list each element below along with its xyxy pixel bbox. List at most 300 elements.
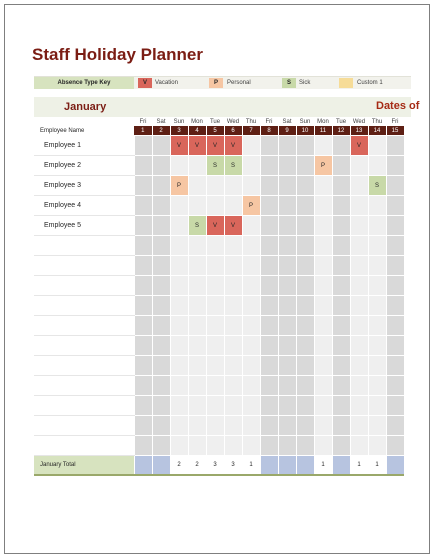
day-cell[interactable]: [386, 136, 404, 156]
day-cell[interactable]: [332, 176, 350, 196]
day-cell[interactable]: [170, 356, 188, 376]
day-cell[interactable]: [368, 416, 386, 436]
day-cell[interactable]: [332, 396, 350, 416]
day-cell[interactable]: [368, 376, 386, 396]
table-row: [34, 276, 404, 296]
day-cell[interactable]: [278, 376, 296, 396]
day-cell[interactable]: [296, 416, 314, 436]
day-cell[interactable]: [206, 336, 224, 356]
day-cell[interactable]: [242, 156, 260, 176]
day-cell[interactable]: [206, 316, 224, 336]
day-cell[interactable]: [170, 196, 188, 216]
day-cell[interactable]: [332, 136, 350, 156]
day-cell[interactable]: [188, 276, 206, 296]
day-cell[interactable]: [386, 376, 404, 396]
day-cell[interactable]: [260, 176, 278, 196]
day-cell[interactable]: [296, 176, 314, 196]
employee-name[interactable]: Employee 1: [34, 136, 134, 156]
day-number: 4: [188, 126, 206, 136]
day-cell[interactable]: [170, 436, 188, 456]
day-cell[interactable]: [170, 316, 188, 336]
day-cell[interactable]: [368, 276, 386, 296]
day-cell[interactable]: [314, 336, 332, 356]
day-cell[interactable]: [152, 356, 170, 376]
day-cell[interactable]: [242, 436, 260, 456]
day-cell[interactable]: [278, 336, 296, 356]
day-cell[interactable]: [350, 256, 368, 276]
employee-name[interactable]: [34, 296, 134, 316]
day-cell[interactable]: [350, 216, 368, 236]
day-cell[interactable]: [152, 176, 170, 196]
day-cell[interactable]: [314, 316, 332, 336]
day-cell[interactable]: P: [242, 196, 260, 216]
day-cell[interactable]: [260, 256, 278, 276]
day-cell[interactable]: [314, 236, 332, 256]
day-cell[interactable]: [368, 316, 386, 336]
day-cell[interactable]: [296, 296, 314, 316]
day-cell[interactable]: [314, 356, 332, 376]
day-cell[interactable]: [170, 236, 188, 256]
day-cell[interactable]: [332, 336, 350, 356]
day-cell[interactable]: [170, 156, 188, 176]
table-row: [34, 136, 404, 156]
employee-name[interactable]: Employee 5: [34, 216, 134, 236]
day-cell[interactable]: [188, 416, 206, 436]
day-cell[interactable]: [350, 276, 368, 296]
day-cell[interactable]: [242, 236, 260, 256]
day-cell[interactable]: [242, 336, 260, 356]
employee-name[interactable]: [34, 316, 134, 336]
day-cell[interactable]: [296, 256, 314, 276]
total-label: January Total: [34, 456, 134, 476]
day-cell[interactable]: [206, 256, 224, 276]
day-cell[interactable]: [332, 256, 350, 276]
day-cell[interactable]: [296, 336, 314, 356]
employee-name[interactable]: Employee 4: [34, 196, 134, 216]
day-number: 2: [152, 126, 170, 136]
day-cell[interactable]: [278, 436, 296, 456]
table-row: [34, 196, 404, 216]
day-cell[interactable]: [278, 256, 296, 276]
day-cell[interactable]: [242, 216, 260, 236]
employee-name[interactable]: [34, 356, 134, 376]
day-cell[interactable]: [368, 156, 386, 176]
day-cell[interactable]: [368, 336, 386, 356]
day-cell[interactable]: [242, 296, 260, 316]
day-cell[interactable]: [206, 196, 224, 216]
day-cell[interactable]: [206, 276, 224, 296]
day-cell[interactable]: [332, 156, 350, 176]
employee-name[interactable]: [34, 436, 134, 456]
day-cell[interactable]: [188, 336, 206, 356]
day-cell[interactable]: [134, 316, 152, 336]
day-cell[interactable]: [224, 436, 242, 456]
day-cell[interactable]: [152, 376, 170, 396]
day-cell[interactable]: [224, 396, 242, 416]
day-cell[interactable]: [260, 376, 278, 396]
day-cell[interactable]: [278, 196, 296, 216]
day-cell[interactable]: [350, 156, 368, 176]
key-label-sick: Sick: [299, 80, 311, 86]
day-cell[interactable]: V: [206, 136, 224, 156]
day-of-week-label: Fri: [265, 118, 273, 125]
day-cell[interactable]: [386, 316, 404, 336]
day-cell[interactable]: [296, 356, 314, 376]
table-row: [34, 256, 404, 276]
day-cell[interactable]: [386, 356, 404, 376]
day-cell[interactable]: [188, 196, 206, 216]
day-cell[interactable]: [224, 236, 242, 256]
day-cell[interactable]: [350, 236, 368, 256]
day-cell[interactable]: [332, 436, 350, 456]
total-cell: 2: [188, 456, 206, 476]
day-cell[interactable]: [260, 436, 278, 456]
day-cell[interactable]: [188, 316, 206, 336]
day-number: 13: [350, 126, 368, 136]
day-cell[interactable]: [332, 356, 350, 376]
day-cell[interactable]: [242, 256, 260, 276]
key-label-personal: Personal: [227, 80, 251, 86]
day-cell[interactable]: [368, 296, 386, 316]
day-cell[interactable]: [314, 396, 332, 416]
day-cell[interactable]: [332, 236, 350, 256]
day-cell[interactable]: [386, 216, 404, 236]
day-cell[interactable]: [278, 176, 296, 196]
planner-grid: [34, 117, 405, 476]
day-cell[interactable]: [224, 276, 242, 296]
day-cell[interactable]: [134, 256, 152, 276]
day-cell[interactable]: [152, 216, 170, 236]
day-cell[interactable]: [242, 416, 260, 436]
day-cell[interactable]: [386, 296, 404, 316]
day-cell[interactable]: [134, 196, 152, 216]
day-cell[interactable]: [260, 216, 278, 236]
day-cell[interactable]: [224, 316, 242, 336]
day-cell[interactable]: [134, 356, 152, 376]
day-cell[interactable]: [368, 236, 386, 256]
employee-name[interactable]: [34, 256, 134, 276]
day-cell[interactable]: [314, 256, 332, 276]
day-cell[interactable]: [350, 336, 368, 356]
day-cell[interactable]: [350, 296, 368, 316]
day-cell[interactable]: [314, 196, 332, 216]
day-cell[interactable]: [332, 376, 350, 396]
day-cell[interactable]: [242, 176, 260, 196]
day-cell[interactable]: [152, 436, 170, 456]
day-cell[interactable]: [170, 376, 188, 396]
day-of-week-label: Sun: [299, 118, 311, 125]
day-cell[interactable]: [350, 176, 368, 196]
day-cell[interactable]: [152, 416, 170, 436]
day-cell[interactable]: V: [188, 136, 206, 156]
day-cell[interactable]: [368, 256, 386, 276]
total-cell: [386, 456, 404, 476]
day-cell[interactable]: [350, 396, 368, 416]
table-row: [34, 236, 404, 256]
day-cell[interactable]: [260, 356, 278, 376]
day-cell[interactable]: [188, 376, 206, 396]
day-cell[interactable]: [278, 356, 296, 376]
day-cell[interactable]: [368, 196, 386, 216]
day-cell[interactable]: [224, 416, 242, 436]
table-row: [34, 376, 404, 396]
day-of-week-label: Fri: [391, 118, 399, 125]
day-cell[interactable]: [242, 376, 260, 396]
day-cell[interactable]: [350, 316, 368, 336]
day-cell[interactable]: [224, 296, 242, 316]
day-cell[interactable]: [242, 356, 260, 376]
day-cell[interactable]: [278, 396, 296, 416]
day-cell[interactable]: [386, 436, 404, 456]
total-cell: [332, 456, 350, 476]
day-cell[interactable]: [170, 256, 188, 276]
day-cell[interactable]: [134, 276, 152, 296]
day-cell[interactable]: [278, 296, 296, 316]
day-cell[interactable]: [188, 236, 206, 256]
day-cell[interactable]: [296, 216, 314, 236]
day-cell[interactable]: [134, 136, 152, 156]
day-cell[interactable]: [332, 296, 350, 316]
table-row: [34, 396, 404, 416]
day-cell[interactable]: [386, 416, 404, 436]
month-title: January: [64, 101, 107, 113]
day-cell[interactable]: [314, 436, 332, 456]
day-cell[interactable]: [314, 416, 332, 436]
day-cell[interactable]: [260, 336, 278, 356]
day-cell[interactable]: V: [206, 216, 224, 236]
day-cell[interactable]: [242, 396, 260, 416]
day-cell[interactable]: [206, 356, 224, 376]
day-cell[interactable]: [152, 236, 170, 256]
table-row: [34, 176, 404, 196]
day-cell[interactable]: V: [224, 136, 242, 156]
employee-name[interactable]: [34, 336, 134, 356]
table-row: [34, 416, 404, 436]
employee-name[interactable]: [34, 236, 134, 256]
day-cell[interactable]: [386, 336, 404, 356]
day-cell[interactable]: [242, 316, 260, 336]
day-cell[interactable]: [242, 136, 260, 156]
day-cell[interactable]: [152, 256, 170, 276]
day-cell[interactable]: [152, 136, 170, 156]
day-cell[interactable]: [242, 276, 260, 296]
day-cell[interactable]: [134, 296, 152, 316]
day-cell[interactable]: S: [206, 156, 224, 176]
day-cell[interactable]: [224, 196, 242, 216]
day-cell[interactable]: [152, 276, 170, 296]
day-cell[interactable]: [260, 276, 278, 296]
day-cell[interactable]: [134, 236, 152, 256]
day-cell[interactable]: [278, 416, 296, 436]
day-cell[interactable]: [170, 336, 188, 356]
day-cell[interactable]: [260, 296, 278, 316]
total-cell: [260, 456, 278, 476]
day-cell[interactable]: P: [314, 156, 332, 176]
day-cell[interactable]: [314, 216, 332, 236]
day-cell[interactable]: [260, 236, 278, 256]
day-cell[interactable]: [368, 216, 386, 236]
day-of-week-label: Thu: [245, 118, 257, 125]
day-cell[interactable]: [188, 156, 206, 176]
day-cell[interactable]: [260, 196, 278, 216]
day-cell[interactable]: [296, 136, 314, 156]
day-cell[interactable]: [278, 216, 296, 236]
day-cell[interactable]: [278, 316, 296, 336]
day-cell[interactable]: [260, 316, 278, 336]
total-cell: 3: [224, 456, 242, 476]
day-cell[interactable]: [332, 316, 350, 336]
employee-name[interactable]: [34, 276, 134, 296]
day-cell[interactable]: [314, 176, 332, 196]
day-cell[interactable]: [170, 396, 188, 416]
day-cell[interactable]: [206, 296, 224, 316]
day-cell[interactable]: V: [224, 216, 242, 236]
day-cell[interactable]: [278, 156, 296, 176]
table-row: [34, 436, 404, 456]
day-cell[interactable]: [278, 136, 296, 156]
day-cell[interactable]: [134, 216, 152, 236]
day-cell[interactable]: [134, 436, 152, 456]
day-cell[interactable]: S: [224, 156, 242, 176]
day-cell[interactable]: [152, 156, 170, 176]
employee-name[interactable]: Employee 3: [34, 176, 134, 196]
day-cell[interactable]: [134, 336, 152, 356]
day-cell[interactable]: [152, 296, 170, 316]
day-cell[interactable]: [188, 356, 206, 376]
day-cell[interactable]: [188, 396, 206, 416]
day-cell[interactable]: [134, 416, 152, 436]
table-row: [34, 156, 404, 176]
day-of-week-label: Fri: [139, 118, 147, 125]
day-cell[interactable]: [278, 276, 296, 296]
day-cell[interactable]: [386, 256, 404, 276]
day-cell[interactable]: [170, 216, 188, 236]
day-cell[interactable]: [188, 296, 206, 316]
total-cell: 1: [314, 456, 332, 476]
day-cell[interactable]: [314, 296, 332, 316]
day-cell[interactable]: [134, 396, 152, 416]
day-number: 14: [368, 126, 386, 136]
day-cell[interactable]: [170, 416, 188, 436]
day-cell[interactable]: [386, 276, 404, 296]
absence-type-key: [34, 76, 411, 89]
day-cell[interactable]: [386, 396, 404, 416]
day-cell[interactable]: V: [350, 136, 368, 156]
day-cell[interactable]: [260, 136, 278, 156]
day-cell[interactable]: [206, 416, 224, 436]
day-number: 12: [332, 126, 350, 136]
day-cell[interactable]: [170, 296, 188, 316]
day-cell[interactable]: [350, 376, 368, 396]
day-cell[interactable]: [332, 216, 350, 236]
day-cell[interactable]: [224, 376, 242, 396]
day-cell[interactable]: [188, 436, 206, 456]
table-row: [34, 316, 404, 336]
day-cell[interactable]: [206, 396, 224, 416]
day-cell[interactable]: [152, 396, 170, 416]
total-row: [34, 456, 404, 476]
employee-name[interactable]: [34, 376, 134, 396]
day-cell[interactable]: [314, 376, 332, 396]
day-of-week-label: Sat: [156, 118, 166, 125]
table-row: [34, 296, 404, 316]
total-cell: 1: [350, 456, 368, 476]
day-cell[interactable]: [296, 276, 314, 296]
employee-name[interactable]: Employee 2: [34, 156, 134, 176]
day-cell[interactable]: [350, 416, 368, 436]
day-cell[interactable]: [206, 176, 224, 196]
day-cell[interactable]: V: [170, 136, 188, 156]
employee-name[interactable]: [34, 416, 134, 436]
total-cell: 1: [368, 456, 386, 476]
employee-name[interactable]: [34, 396, 134, 416]
day-cell[interactable]: [206, 376, 224, 396]
day-of-week-label: Mon: [191, 118, 203, 125]
day-cell[interactable]: [278, 236, 296, 256]
day-cell[interactable]: [224, 356, 242, 376]
day-cell[interactable]: [386, 156, 404, 176]
day-cell[interactable]: S: [368, 176, 386, 196]
day-cell[interactable]: [296, 376, 314, 396]
day-cell[interactable]: [332, 416, 350, 436]
day-cell[interactable]: [296, 436, 314, 456]
day-cell[interactable]: [206, 436, 224, 456]
day-cell[interactable]: [296, 316, 314, 336]
day-cell[interactable]: [386, 196, 404, 216]
day-cell[interactable]: [224, 256, 242, 276]
day-cell[interactable]: [134, 156, 152, 176]
day-cell[interactable]: [386, 176, 404, 196]
day-number: 7: [242, 126, 260, 136]
day-cell[interactable]: [296, 156, 314, 176]
day-cell[interactable]: [368, 136, 386, 156]
day-cell[interactable]: [134, 176, 152, 196]
day-cell[interactable]: [224, 176, 242, 196]
day-cell[interactable]: [314, 276, 332, 296]
day-of-week-label: Tue: [209, 118, 221, 125]
day-cell[interactable]: [152, 316, 170, 336]
day-cell[interactable]: [206, 236, 224, 256]
day-cell[interactable]: [152, 196, 170, 216]
day-cell[interactable]: [332, 196, 350, 216]
day-cell[interactable]: [188, 176, 206, 196]
day-cell[interactable]: [368, 356, 386, 376]
total-cell: [134, 456, 152, 476]
day-cell[interactable]: [296, 396, 314, 416]
day-cell[interactable]: [350, 196, 368, 216]
day-cell[interactable]: [152, 336, 170, 356]
day-cell[interactable]: [260, 396, 278, 416]
day-cell[interactable]: [260, 416, 278, 436]
day-cell[interactable]: [260, 156, 278, 176]
day-cell[interactable]: [368, 436, 386, 456]
day-cell[interactable]: [350, 436, 368, 456]
day-cell[interactable]: [134, 376, 152, 396]
day-cell[interactable]: S: [188, 216, 206, 236]
day-cell[interactable]: [296, 196, 314, 216]
day-cell[interactable]: [368, 396, 386, 416]
day-cell[interactable]: [350, 356, 368, 376]
day-number: 11: [314, 126, 332, 136]
day-cell[interactable]: P: [170, 176, 188, 196]
day-cell[interactable]: [224, 336, 242, 356]
day-cell[interactable]: [314, 136, 332, 156]
day-cell[interactable]: [188, 256, 206, 276]
day-cell[interactable]: [170, 276, 188, 296]
day-cell[interactable]: [386, 236, 404, 256]
day-cell[interactable]: [296, 236, 314, 256]
day-cell[interactable]: [332, 276, 350, 296]
